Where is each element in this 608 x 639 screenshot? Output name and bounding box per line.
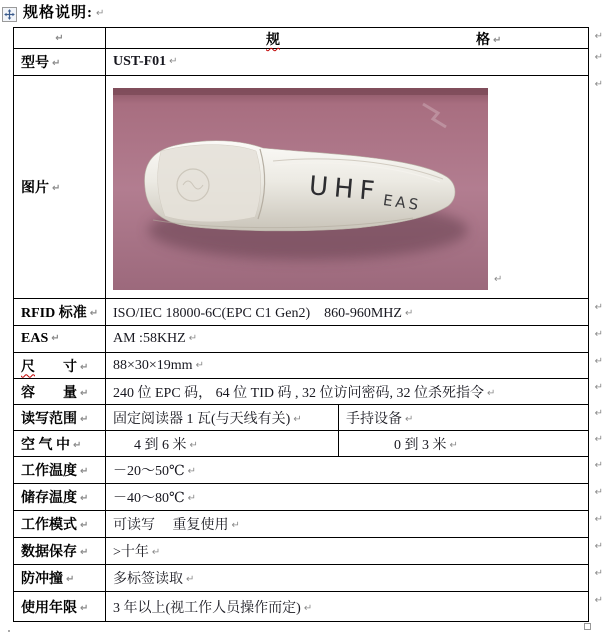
lifetime-value-cell: 3 年以上(视工作人员操作而定) ↵ ↵ — [106, 592, 589, 622]
rfid-value-cell: ISO/IEC 18000-6C(EPC C1 Gen2) 860-960MHZ ↵ ↵ — [106, 299, 589, 326]
four-arrow-move-icon — [4, 9, 15, 20]
range-label-cell: 读写范围 ↵ — [14, 405, 106, 431]
anti-collision-value-cell: 多标签读取 ↵ ↵ — [106, 565, 589, 592]
paragraph-mark: ↵ — [594, 382, 603, 393]
spec-table — [13, 27, 603, 622]
tag-text-uhf: UHF — [307, 171, 382, 208]
air-left-cell: 4 到 6 米 ↵ — [106, 431, 339, 457]
capacity-value-cell: 240 位 EPC 码， 64 位 TID 码 , 32 位访问密码, 32 位杀死指令 ↵ ↵ — [106, 379, 589, 405]
paragraph-mark: ↵ — [55, 32, 64, 44]
picture-value-cell — [106, 76, 603, 299]
model-value-cell: UST-F01 ↵ ↵ — [106, 49, 589, 76]
lifetime-label-cell: 使用年限 ↵ — [14, 592, 106, 622]
data-keep-label-cell: 数据保存 ↵ — [14, 538, 106, 565]
work-mode-value-cell: 可读写 重复使用 ↵ ↵ — [106, 511, 589, 538]
range-left-cell: 固定阅读器 1 瓦(与天线有关) ↵ — [106, 405, 339, 431]
header-spec-cell — [106, 28, 603, 49]
table-row-air — [14, 431, 589, 457]
table-row-size — [14, 353, 589, 379]
paragraph-mark: ↵ — [594, 541, 603, 552]
air-label-cell: 空 气 中 ↵ — [14, 431, 106, 457]
size-label-cell: 尺 寸 ↵ — [14, 353, 106, 379]
paragraph-mark: ↵ — [594, 434, 603, 445]
paragraph-mark: ↵ — [594, 595, 603, 606]
paragraph-mark: ↵ — [594, 568, 603, 579]
work-mode-label-cell: 工作模式 ↵ — [14, 511, 106, 538]
paragraph-mark: ↵ — [96, 8, 105, 19]
range-right-cell: 手持设备 ↵ ↵ — [339, 405, 589, 431]
storage-temp-value-cell: －40～80℃ ↵ ↵ — [106, 484, 589, 511]
table-row-model — [14, 49, 589, 76]
end-of-table-mark — [584, 623, 591, 630]
capacity-label-cell: 容 量 ↵ — [14, 379, 106, 405]
paragraph-mark: ↵ — [594, 31, 603, 42]
product-photo[interactable] — [113, 88, 503, 290]
paragraph-mark: ↵ — [594, 356, 603, 367]
model-label-cell: 型号 ↵ — [14, 49, 106, 76]
paragraph-mark: ↵ — [594, 487, 603, 498]
paragraph-mark: ↵ — [594, 408, 603, 419]
paragraph-mark: ↵ — [494, 274, 503, 285]
table-row-header — [14, 28, 589, 49]
paragraph-mark: ↵ — [594, 79, 603, 90]
eas-label-cell: EAS ↵ — [14, 326, 106, 353]
data-keep-value-cell: >十年 ↵ ↵ — [106, 538, 589, 565]
table-row-work-temp — [14, 457, 589, 484]
photo-top-band — [113, 88, 488, 95]
work-temp-value-cell: －20～50℃ ↵ ↵ — [106, 457, 589, 484]
eas-value-cell: AM :58KHZ ↵ ↵ — [106, 326, 589, 353]
table-row-lifetime — [14, 592, 589, 622]
table-row-storage-temp — [14, 484, 589, 511]
table-row-data-keep — [14, 538, 589, 565]
paragraph-mark: ↵ — [594, 52, 603, 63]
table-row-capacity — [14, 379, 589, 405]
header-spec-char-left: 规 — [266, 33, 280, 48]
eas-tag-photo-illustration — [113, 88, 488, 290]
stray-dot-mark — [8, 630, 10, 632]
table-row-picture — [14, 76, 589, 299]
storage-temp-label-cell: 储存温度 ↵ — [14, 484, 106, 511]
paragraph-mark: ↵ — [594, 302, 603, 313]
table-row-range — [14, 405, 589, 431]
picture-label-cell: 图片 ↵ — [14, 76, 106, 299]
table-row-eas — [14, 326, 589, 353]
work-temp-label-cell: 工作温度 ↵ — [14, 457, 106, 484]
table-row-anti-collision — [14, 565, 589, 592]
header-spec-char-right: 格 ↵ — [476, 33, 502, 48]
paragraph-mark: ↵ — [594, 514, 603, 525]
document-title-row — [2, 2, 104, 24]
page-title: 规格说明: — [23, 5, 93, 21]
header-empty-cell — [14, 28, 106, 49]
air-right-cell: 0 到 3 米 ↵ ↵ — [339, 431, 589, 457]
table-row-rfid — [14, 299, 589, 326]
anti-collision-label-cell: 防冲撞 ↵ — [14, 565, 106, 592]
table-row-work-mode — [14, 511, 589, 538]
table-move-handle-icon[interactable] — [2, 7, 17, 22]
paragraph-mark: ↵ — [594, 460, 603, 471]
size-value-cell: 88×30×19mm ↵ ↵ — [106, 353, 589, 379]
paragraph-mark: ↵ — [594, 329, 603, 340]
rfid-label-cell: RFID 标准 ↵ — [14, 299, 106, 326]
tag-text-eas: EAS — [381, 191, 423, 215]
